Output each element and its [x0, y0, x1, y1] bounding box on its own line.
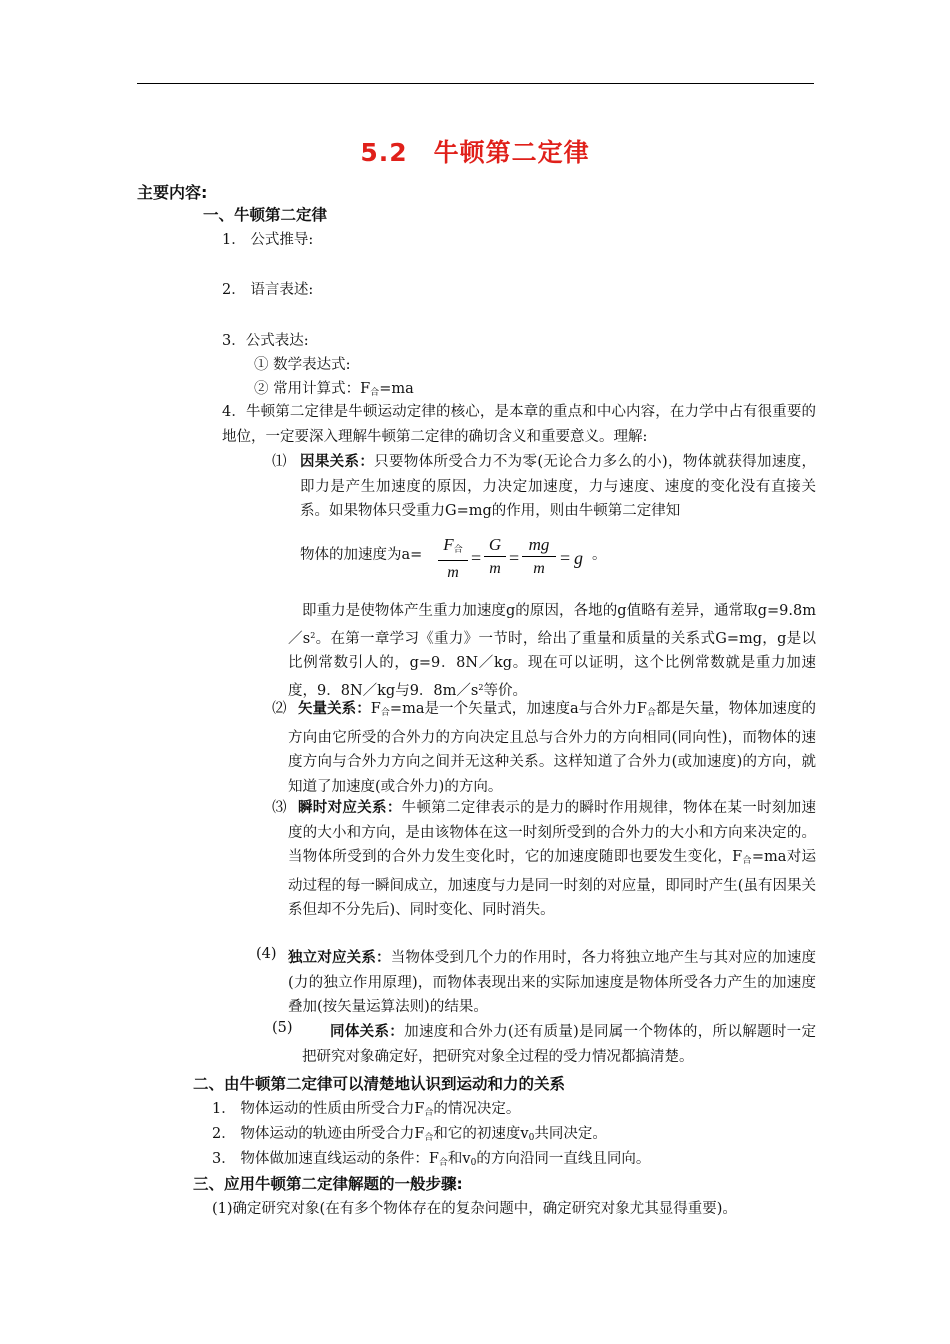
point-3-paragraph: 瞬时对应关系：牛顿第二定律表示的是力的瞬时作用规律，物体在某一时刻加速度的大小和方向，是由该物体在这一时刻所受到的合外力的大小和方向来决定的。当物体所受到的合外力发生变化时，它的加速度随即也要发生变化，$F_合=ma$对运动过程的每一瞬间成立，加速度与力是同一时刻的对应量，即同时产生(虽有因果关系但却不分先后)、同时变化、同时消失。	[288, 800, 817, 918]
fraction-g-over-m: G m	[484, 534, 506, 581]
point-5-number: (5)	[272, 1020, 293, 1036]
equals-sign-2: =	[509, 548, 520, 568]
section-1-heading: 一、牛顿第二定律	[203, 206, 328, 224]
item-formula-derivation: 1． 公式推导:	[222, 232, 314, 248]
section-2-item-1: 1． 物体运动的性质由所受合力$F_合$的情况决定。	[212, 1101, 521, 1118]
point-1-continuation: 即重力是使物体产生重力加速度g的原因，各地的g值略有差异，通常取$g=9.8m/s^2$。在第一章学习《重力》一节时，给出了重量和质量的关系式G=mg，g是以比例常数引人的，g=9．8N／kg。现在可以证明，这个比例常数就是重力加速度，9．8N／kg与9．$8m/s^2$等价。	[288, 603, 816, 699]
point-2-paragraph: 矢量关系：$F_合=ma$是一个矢量式，加速度a与合外力$F_合$都是矢量，物体加速度的方向由它所受的合外力的方向决定且总与合外力的方向相同(同向性)，而物体的速度方向与合外力方向之间并无这种关系。这样知道了合外力(或加速度)的方向，就知道了加速度(或合外力)的方向。	[288, 701, 817, 795]
section-3-heading: 三、应用牛顿第二定律解题的一般步骤:	[193, 1175, 463, 1193]
point-1-paragraph	[300, 450, 816, 524]
point-4-paragraph: 独立对应关系：当物体受到几个力的作用时，各力将独立地产生与其对应的加速度(力的独立作用原理)，而物体表现出来的实际加速度是物体所受各力产生的加速度叠加(按矢量运算法则)的结果。	[288, 950, 817, 1015]
formula-prefix: 物体的加速度为a=	[300, 547, 423, 563]
page-title: 5.2 牛顿第二定律	[360, 138, 590, 167]
fraction-f-over-m: $F_合$ m	[438, 534, 468, 585]
point-3-label: 瞬时对应关系：	[298, 800, 402, 816]
point-4-number: (4)	[256, 946, 277, 962]
item-common-formula: ② 常用计算式：$F_合=ma$	[254, 381, 414, 398]
item-verbal-statement: 2． 语言表述:	[222, 282, 314, 298]
formula-result-g: g	[574, 548, 583, 568]
equals-sign-3: =	[560, 548, 571, 568]
section-2-item-2: 2． 物体运动的轨迹由所受合力$F_合$和它的初速度$v_0$共同决定。	[212, 1126, 607, 1143]
item-formula-expression: 3．公式表达:	[222, 333, 309, 349]
point-2-label: 矢量关系：	[298, 701, 371, 717]
section-3-item-1: (1)确定研究对象(在有多个物体存在的复杂问题中，确定研究对象尤其显得重要)。	[212, 1201, 737, 1217]
point-1-label: 因果关系：	[300, 454, 375, 470]
equals-sign-1: =	[471, 548, 482, 568]
point-1-text: 只要物体所受合力不为零(无论合力多么的小)，物体就获得加速度，即力是产生加速度的原因，力决定加速度，力与速度、速度的变化没有直接关系。如果物体只受重力G=mg的作用，则由牛顿第二定律知	[300, 454, 817, 519]
point-4-label: 独立对应关系：	[288, 950, 391, 966]
point-5-label: 同体关系：	[330, 1024, 405, 1040]
item-understanding-text: 4．牛顿第二定律是牛顿运动定律的核心，是本章的重点和中心内容，在力学中占有很重要的地位，一定要深入理解牛顿第二定律的确切含义和重要意义。理解:	[222, 404, 816, 445]
point-1-number: ⑴	[272, 454, 287, 470]
point-2-number: ⑵	[272, 701, 287, 717]
item-understanding-intro	[222, 400, 816, 449]
section-2-heading: 二、由牛顿第二定律可以清楚地认识到运动和力的关系	[193, 1075, 566, 1093]
fraction-mg-over-m: mg m	[522, 534, 556, 581]
header-rule	[137, 83, 814, 84]
section-2-item-3: 3． 物体做加速直线运动的条件：$F_合$和$v_0$的方向沿同一直线且同向。	[212, 1151, 651, 1168]
point-3-number: ⑶	[272, 800, 287, 816]
formula-end: 。	[592, 547, 607, 563]
main-content-label: 主要内容:	[137, 183, 208, 202]
item-math-expression: ① 数学表达式:	[254, 357, 351, 373]
point-5-paragraph: 同体关系：加速度和合外力(还有质量)是同属一个物体的，所以解题时一定把研究对象确定好，把研究对象全过程的受力情况都搞清楚。	[302, 1024, 817, 1065]
